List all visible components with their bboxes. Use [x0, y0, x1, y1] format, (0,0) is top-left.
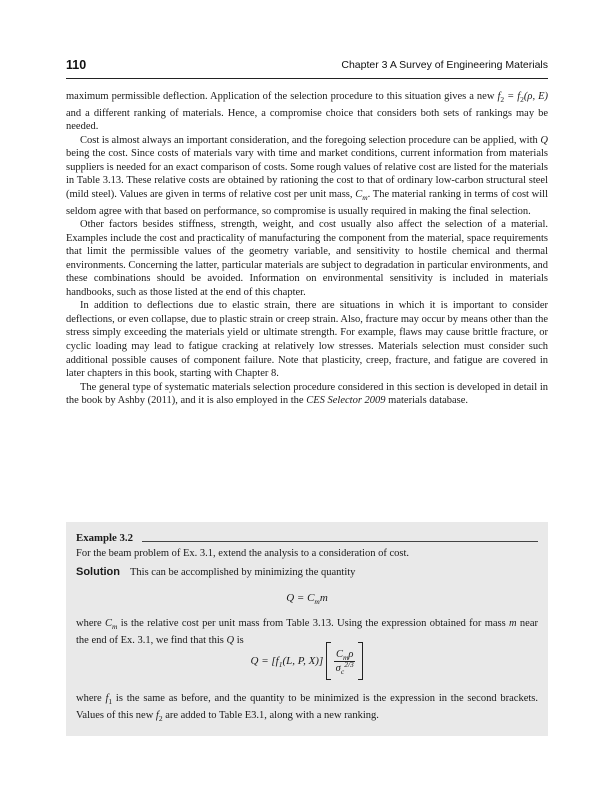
- example-box: [66, 522, 548, 736]
- equation-1: $Q = C_mm$: [286, 592, 328, 606]
- paragraph-3: Other factors besides stiffness, strength, weight, and cost usually also affect the selection of a material. Examples include the cost and practicality of manufacturing the component from the material, space requirements that limit the permissible values of the geometry variable, and sensitivity to hostile chemical and thermal environments. Concerning the latter, particular materials are subject to degradation in particular environments, and these combinations should be avoided. Information on environmental sensitivity is included in materials handbooks, such as those listed at the end of this chapter.: [66, 219, 548, 298]
- paragraph-4: In addition to deflections due to elastic strain, there are situations in which it is important to consider deflections, or even collapse, due to plastic strain or creep strain. Also, fracture may occur by means other than the stress simply exceeding the materials yield or ultimate strength. For example, flaws may cause brittle fracture, or cyclic loading may lead to fatigue cracking at relatively low stresses. Materials selection must consider such additional possible causes of component failure. Note that plasticity, creep, fracture, and fatigue are covered in later chapters in this book, starting with Chapter 8.: [66, 300, 548, 380]
- paragraph-1: maximum permissible deflection. Application of the selection procedure to this situation gives a new $f_2 = f_2(\rho$, E) and a different ranking of materials. Hence, a compromise choice that considers both sets of rankings may be needed.: [66, 91, 548, 133]
- body-text: [66, 90, 548, 408]
- paragraph-5: The general type of systematic materials selection procedure considered in this section is developed in detail in the book by Ashby (2011), and it is also employed in the CES Selector 2009 materials database.: [66, 381, 548, 407]
- solution-text: This can be accomplished by minimizing the quantity: [130, 567, 356, 578]
- page-number: 110: [66, 58, 87, 72]
- header-rule: [66, 78, 548, 79]
- example-where-2: where $f_1$ is the same as before, and the quantity to be minimized is the expression in the second brackets. Values of this new $f_2$ are added to Table E3.1, along with a new ranking.: [76, 693, 538, 723]
- running-head: Chapter 3 A Survey of Engineering Materials: [341, 59, 548, 71]
- paragraph-2: Cost is almost always an important consideration, and the foregoing selection procedure can be applied, with Q being the cost. Since costs of materials vary with time and market conditions, current information from materials suppliers is needed for an exact comparison of costs. Some rough values of relative cost are listed for the materials in Table 3.13. These relative costs are obtained by rationing the cost to that of ordinary low-carbon structural steel (mild steel). Values are given in terms of relative cost per unit mass, $C_m$. The material ranking in terms of cost will seldom agree with that based on performance, so compromise is usually required in making the final selection.: [66, 134, 548, 217]
- example-title: Example 3.2: [76, 532, 133, 544]
- equation-2-bracket: $\frac{C_m\rho}{\sigma_c^{2/3}}$: [326, 642, 363, 680]
- solution-label: Solution: [76, 566, 120, 578]
- example-solution: [76, 566, 538, 580]
- equation-2: $Q = [f_1(L$, P, X)] $\frac{C_m\rho}{\sigma_c^{2/3}}$: [66, 642, 548, 680]
- example-where-1: where $C_m$ is the relative cost per unit mass from Table 3.13. Using the expression obtained for mass m near the end of Ex. 3.1, we find that this Q is: [76, 618, 538, 646]
- example-title-row: [76, 532, 538, 546]
- example-title-rule: [142, 541, 538, 542]
- example-problem: For the beam problem of Ex. 3.1, extend the analysis to a consideration of cost.: [76, 548, 410, 559]
- page-header: [66, 58, 548, 76]
